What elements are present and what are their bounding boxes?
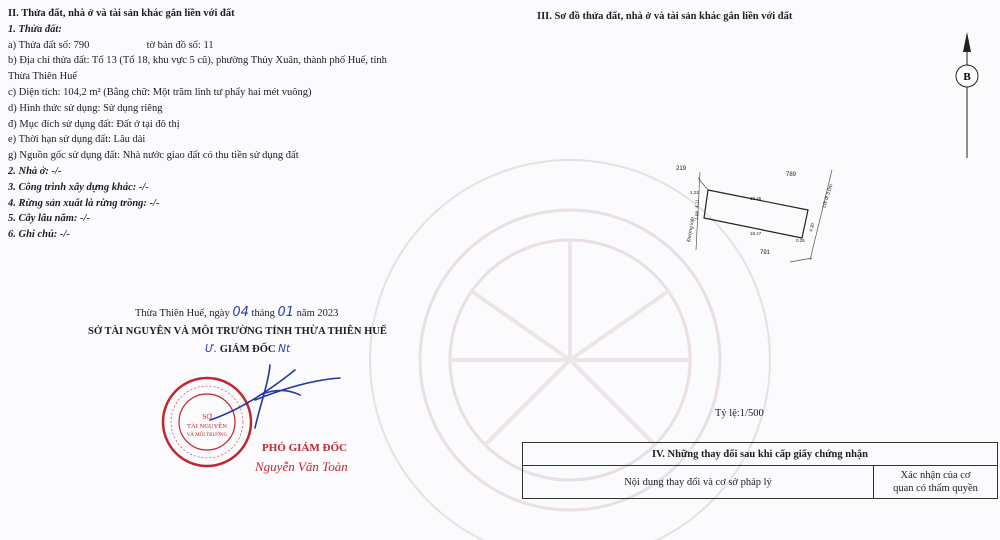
department-name: SỞ TÀI NGUYÊN VÀ MÔI TRƯỜNG TỈNH THỪA THIÊN HUẾ [88, 326, 387, 337]
top-length: 19.45 [750, 196, 762, 201]
house-item: 2. Nhà ở: -/- [8, 165, 62, 177]
signing-date [135, 305, 338, 320]
section-land-info [8, 6, 488, 243]
right-edge-1: 4.30 [808, 222, 816, 233]
parcel-address-province: Thừa Thiên Huế [8, 71, 78, 83]
other-construction-item: 3. Công trình xây dựng khác: -/- [8, 181, 149, 193]
plot-label-789: 789 [786, 172, 797, 178]
parcel-sketch [660, 160, 860, 270]
usage-origin: g) Nguồn gốc sử dụng đất: Nhà nước giao đất có thu tiền sử dụng đất [8, 150, 299, 162]
changes-content-header: Nội dung thay đổi và cơ sở pháp lý [523, 466, 874, 499]
month-label: tháng [251, 308, 275, 319]
right-edge-2: 0.25 [796, 238, 805, 243]
bottom-length: 18.47 [750, 231, 762, 236]
left-edge-2: 4.11 [694, 199, 700, 209]
plot-label-219: 219 [676, 166, 687, 172]
svg-text:VÀ MÔI TRƯỜNG: VÀ MÔI TRƯỜNG [186, 433, 228, 438]
forest-item: 4. Rừng sản xuất là rừng trồng: -/- [8, 197, 160, 209]
left-edge-1: 1.22 [690, 190, 699, 195]
north-arrow-icon [945, 30, 989, 160]
director-mark: Nt [278, 343, 291, 355]
parcel-number-row [8, 38, 488, 54]
parcel-number: a) Thửa đất số: 790 [8, 39, 90, 51]
usage-term: e) Thời hạn sử dụng đất: Lâu dài [8, 134, 146, 146]
signing-year: năm 2023 [296, 308, 339, 319]
road-left-label: Đường kiệt [686, 216, 697, 243]
section4-heading: IV. Những thay đổi sau khi cấp giấy chứng nhận [523, 443, 998, 466]
signing-place: Thừa Thiên Huế, ngày [135, 308, 230, 319]
authority-header-line2: quan có thẩm quyền [893, 483, 978, 494]
parcel-address: b) Địa chỉ thửa đất: Tổ 13 (Tổ 18, khu vực 5 cũ), phường Thủy Xuân, thành phố Huế, tỉnh [8, 55, 387, 67]
north-label: B [963, 71, 971, 83]
scale-label: Tỷ lệ:1/500 [715, 408, 764, 419]
map-sheet-number: tờ bản đồ số: 11 [146, 39, 214, 51]
svg-text:TÀI NGUYÊN: TÀI NGUYÊN [187, 423, 227, 430]
parcel-area: c) Diện tích: 104,2 m² (Bằng chữ: Một trăm linh tư phẩy hai mét vuông) [8, 86, 312, 98]
vice-director-title: PHÓ GIÁM ĐỐC [262, 442, 347, 454]
usage-purpose: đ) Mục đích sử dụng đất: Đất ở tại đô thị [8, 118, 180, 130]
usage-form: d) Hình thức sử dụng: Sử dụng riêng [8, 102, 163, 114]
authority-confirmation-header [874, 466, 998, 499]
director-label: GIÁM ĐỐC [219, 344, 276, 355]
notes-item: 6. Ghi chú: -/- [8, 229, 70, 241]
section3-heading: III. Sơ đồ thửa đất, nhà ở và tài sản khác gắn liền với đất [537, 11, 793, 22]
section2-heading: II. Thửa đất, nhà ở và tài sản khác gắn liền với đất [8, 8, 235, 19]
authority-header-line1: Xác nhận của cơ [900, 470, 971, 481]
director-prefix: Ư. [205, 343, 218, 355]
signing-day: 04 [232, 305, 249, 320]
vice-director-name: Nguyễn Văn Toàn [255, 459, 348, 474]
road-right-label: Lối đi 3.0m [821, 183, 835, 209]
land-parcel-subheading: 1. Thửa đất: [8, 23, 62, 35]
perennial-trees-item: 5. Cây lâu năm: -/- [8, 213, 90, 225]
svg-text:SỞ: SỞ [202, 412, 212, 421]
plot-label-791: 791 [760, 250, 771, 256]
left-edge-3: 1.08 [694, 210, 700, 221]
changes-table [522, 442, 998, 499]
signature-icon [200, 350, 350, 435]
signing-month: 01 [277, 305, 295, 320]
